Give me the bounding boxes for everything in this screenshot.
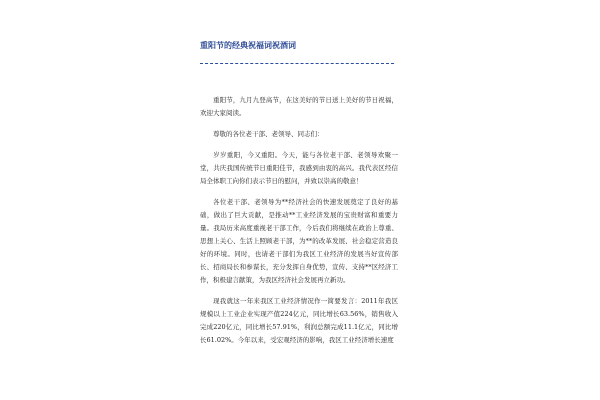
- paragraph-economy-report: 现我就这一年来我区工业经济情况作一简要发言：2011年我区规模以上工业企业实现产值224亿元，同比增长63.56%，销售收入完成220亿元，同比增长57.91%，利润总额完成11.1亿元，同比增长61.02%。今年以来，受宏观经济的影响，我区工业经济增长速度: [200, 297, 398, 344]
- paragraph-intro: 重阳节，九月九登高节，在这美好的节日送上美好的节日祝福，欢迎大家阅读。: [200, 96, 398, 117]
- paragraph-salutation: 尊敬的各位老干部、老领导、同志们：: [213, 130, 324, 138]
- document-body: [200, 94, 398, 355]
- paragraph-tribute: 各位老干部、老领导为**经济社会的快速发展奠定了良好的基础，做出了巨大贡献，是推动**工业经济发展的宝贵财富和重要力量。我局历来高度重视老干部工作，今后我们将继续在政治上尊重、思想上关心、生活上照顾老干部，为**的改革发展、社会稳定营造良好的环境。同时，也请老干部们为我区工业经济的发展当好宣传部长、招商局长和参谋长，充分发挥自身优势，宣传、支持**区经济工作，积极建言献策，为我区经济社会发展再立新功。: [200, 198, 398, 284]
- title-divider: [200, 63, 394, 64]
- paragraph-greeting: 岁岁重阳，今又重阳。今天，能与各位老干部、老领导欢聚一堂，共庆我国传统节日重阳佳节，我感到由衷的高兴。我代表区经信局全体职工向你们表示节日的慰问，并致以崇高的敬意！: [200, 151, 398, 185]
- document-title: 重阳节的经典祝福词祝酒词: [200, 40, 296, 50]
